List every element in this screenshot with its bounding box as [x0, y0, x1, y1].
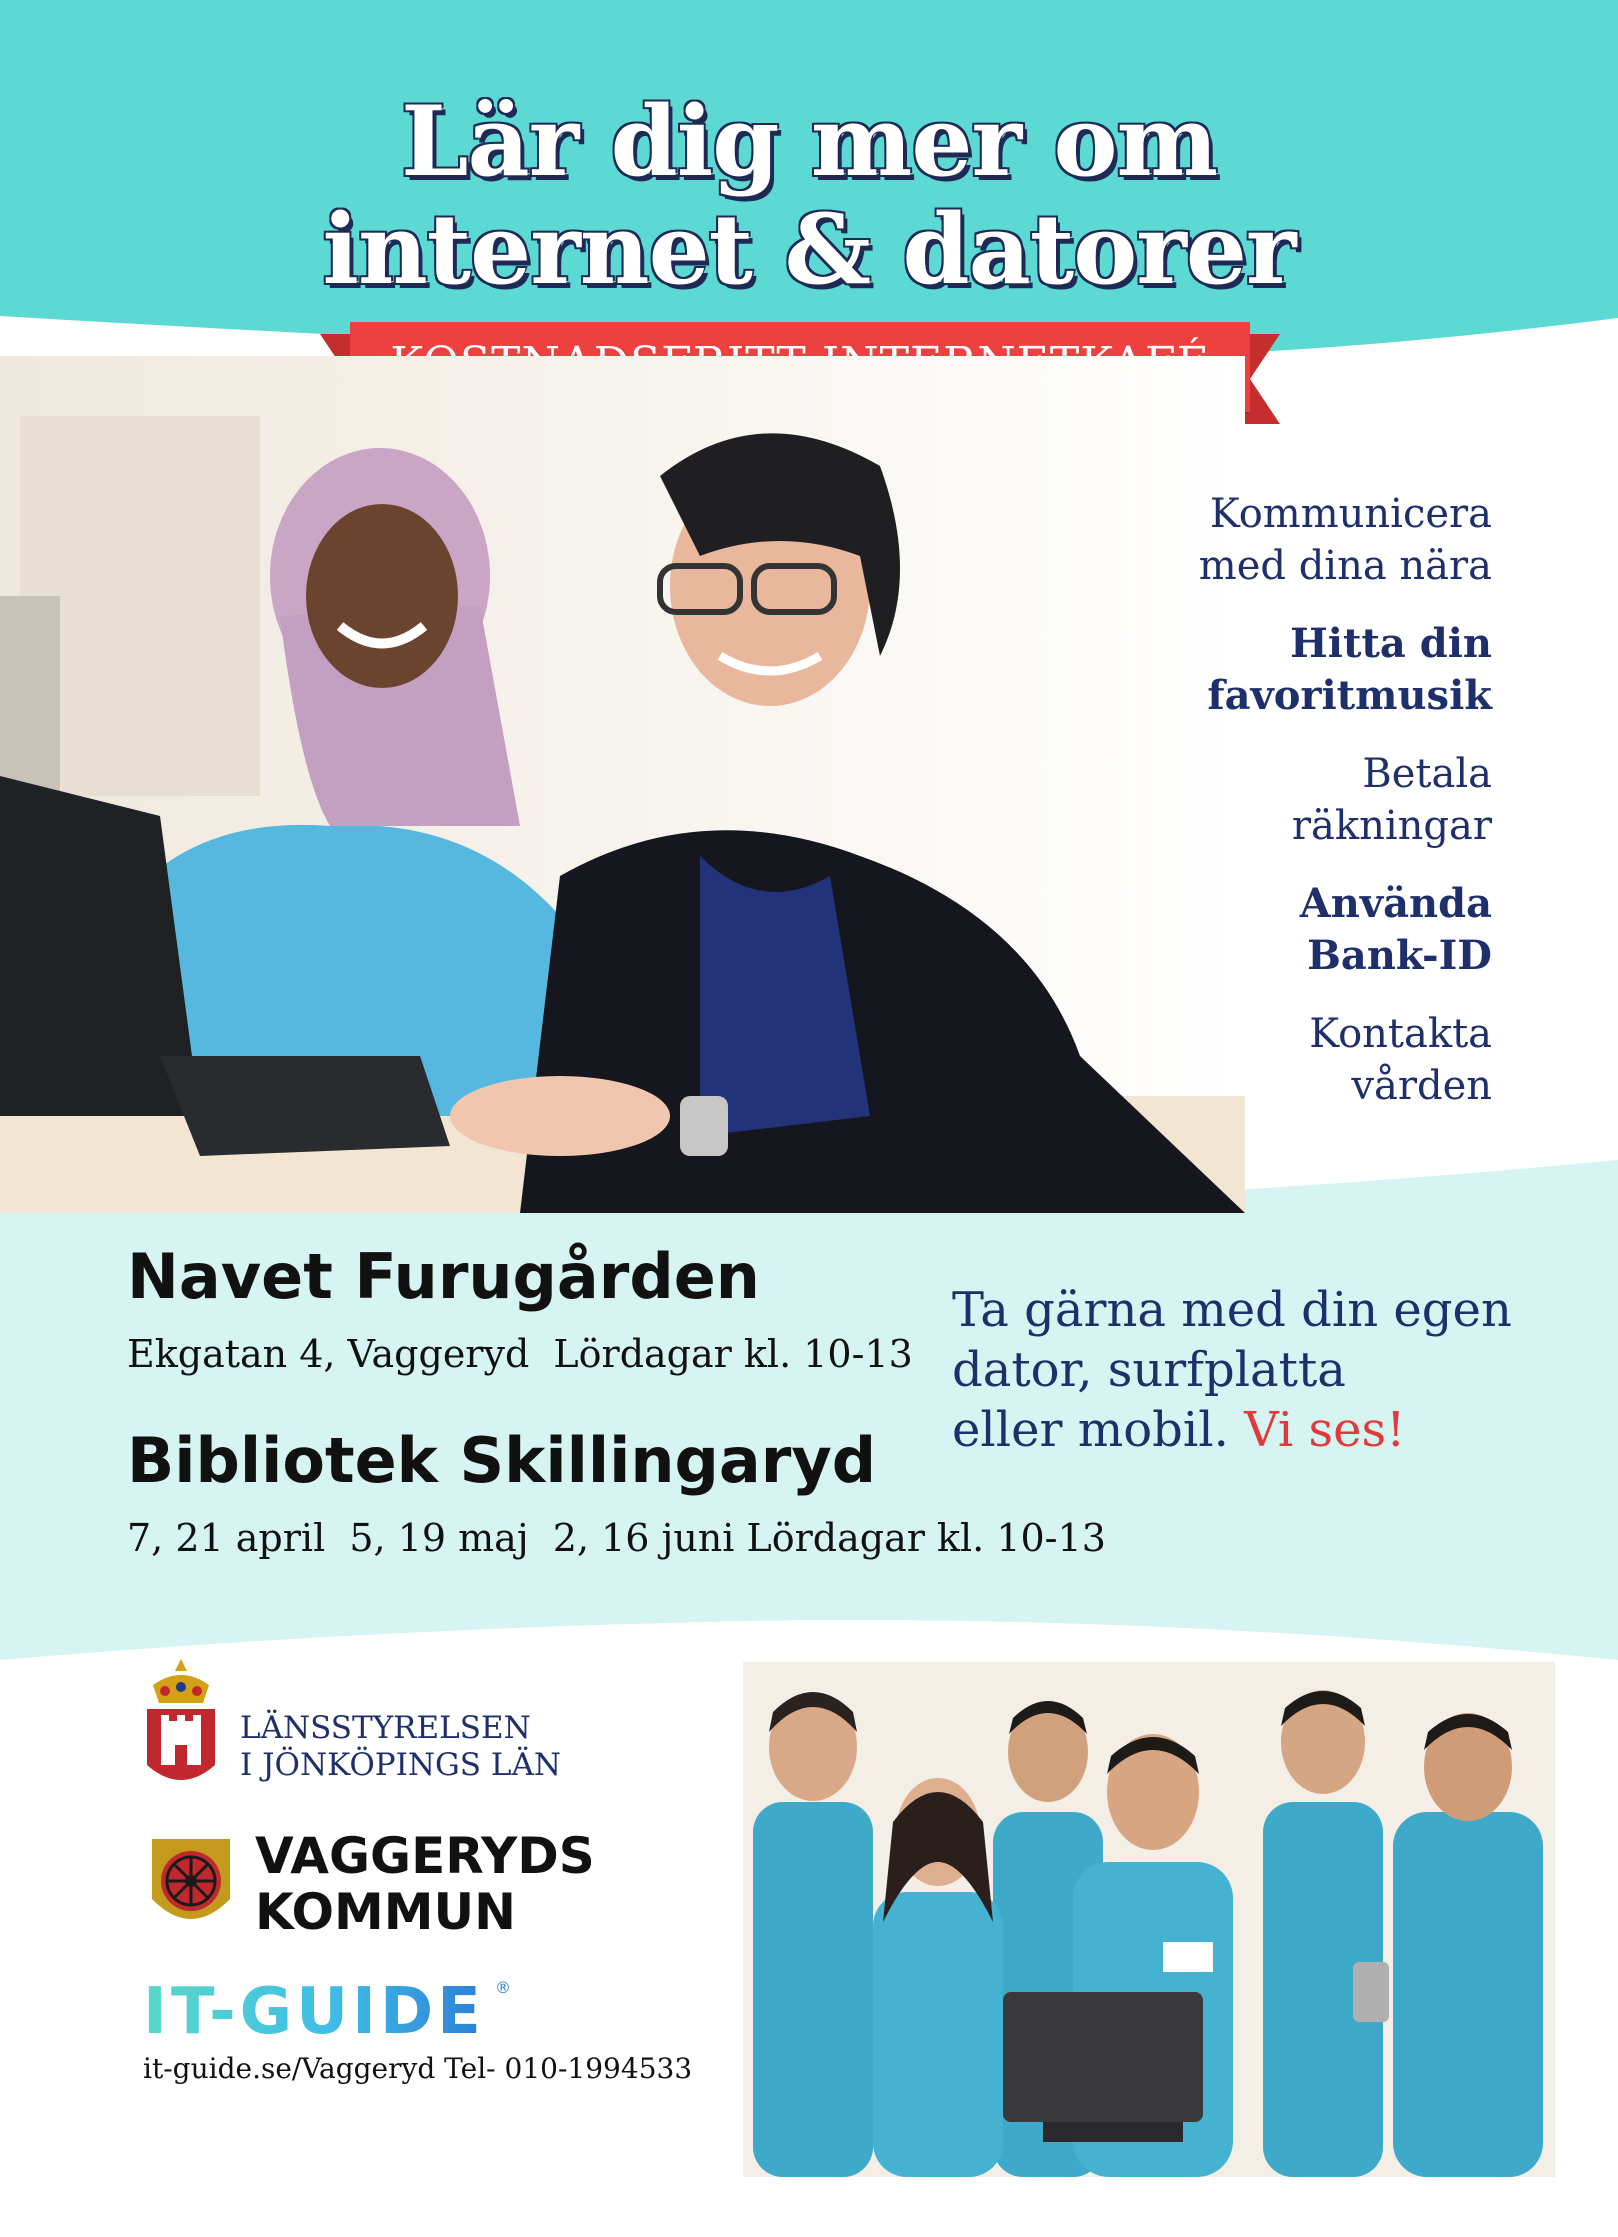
- feature-line: med dina nära: [1198, 543, 1492, 589]
- lansstyrelsen-line-2: I JÖNKÖPINGS LÄN: [240, 1747, 561, 1783]
- feature-item-healthcare: [1132, 1008, 1492, 1112]
- feature-line: Bank-ID: [1307, 932, 1492, 979]
- main-photo: [0, 356, 1245, 1213]
- feature-list: [1132, 488, 1492, 1138]
- bring-line-3: [952, 1400, 1512, 1460]
- feature-line: Hitta din: [1289, 620, 1492, 667]
- feature-item-music: [1132, 618, 1492, 722]
- feature-line: Använda: [1299, 880, 1492, 927]
- vaggeryd-wheel-icon: [148, 1835, 234, 1937]
- lansstyrelsen-crest-icon: [143, 1655, 219, 1797]
- feature-item-bills: [1132, 748, 1492, 852]
- headline-line-2: internet & datorer: [322, 193, 1296, 306]
- feature-item-communicate: [1132, 488, 1492, 592]
- bring-line-2: dator, surfplatta: [952, 1342, 1346, 1398]
- vaggeryd-line-1: VAGGERYDS: [255, 1827, 595, 1885]
- bring-line-1: Ta gärna med din egen: [952, 1282, 1512, 1338]
- vaggeryd-text: [255, 1828, 595, 1940]
- headline: [0, 85, 1618, 306]
- venue-title-navet: Navet Furugården: [127, 1240, 760, 1313]
- feature-line: Kontakta: [1309, 1011, 1492, 1057]
- bring-device-note: [952, 1280, 1512, 1460]
- lansstyrelsen-text: [240, 1710, 561, 1784]
- contact-info: it-guide.se/Vaggeryd Tel- 010-1994533: [143, 2052, 693, 2085]
- venue-details-navet: Ekgatan 4, Vaggeryd Lördagar kl. 10-13: [127, 1332, 913, 1376]
- feature-line: Betala: [1362, 751, 1492, 797]
- bring-line-3-text: eller mobil.: [952, 1402, 1245, 1458]
- team-photo: [743, 1662, 1555, 2177]
- venue-details-bibliotek: 7, 21 april 5, 19 maj 2, 16 juni Lördagar kl. 10-13: [127, 1516, 1106, 1560]
- feature-item-bankid: [1132, 878, 1492, 982]
- it-guide-wordmark: IT-GUIDE: [143, 1975, 485, 2045]
- feature-line: favoritmusik: [1207, 672, 1492, 719]
- lansstyrelsen-line-1: LÄNSSTYRELSEN: [240, 1710, 531, 1746]
- feature-line: vården: [1351, 1063, 1492, 1109]
- venue-title-bibliotek: Bibliotek Skillingaryd: [127, 1424, 877, 1497]
- feature-line: Kommunicera: [1209, 491, 1492, 537]
- see-you-highlight: Vi ses!: [1244, 1402, 1406, 1458]
- vaggeryd-line-2: KOMMUN: [255, 1883, 516, 1941]
- feature-line: räkningar: [1291, 803, 1492, 849]
- headline-line-1: Lär dig mer om: [400, 85, 1218, 198]
- registered-mark: ®: [495, 1978, 511, 1997]
- it-guide-logo: [143, 1975, 513, 2045]
